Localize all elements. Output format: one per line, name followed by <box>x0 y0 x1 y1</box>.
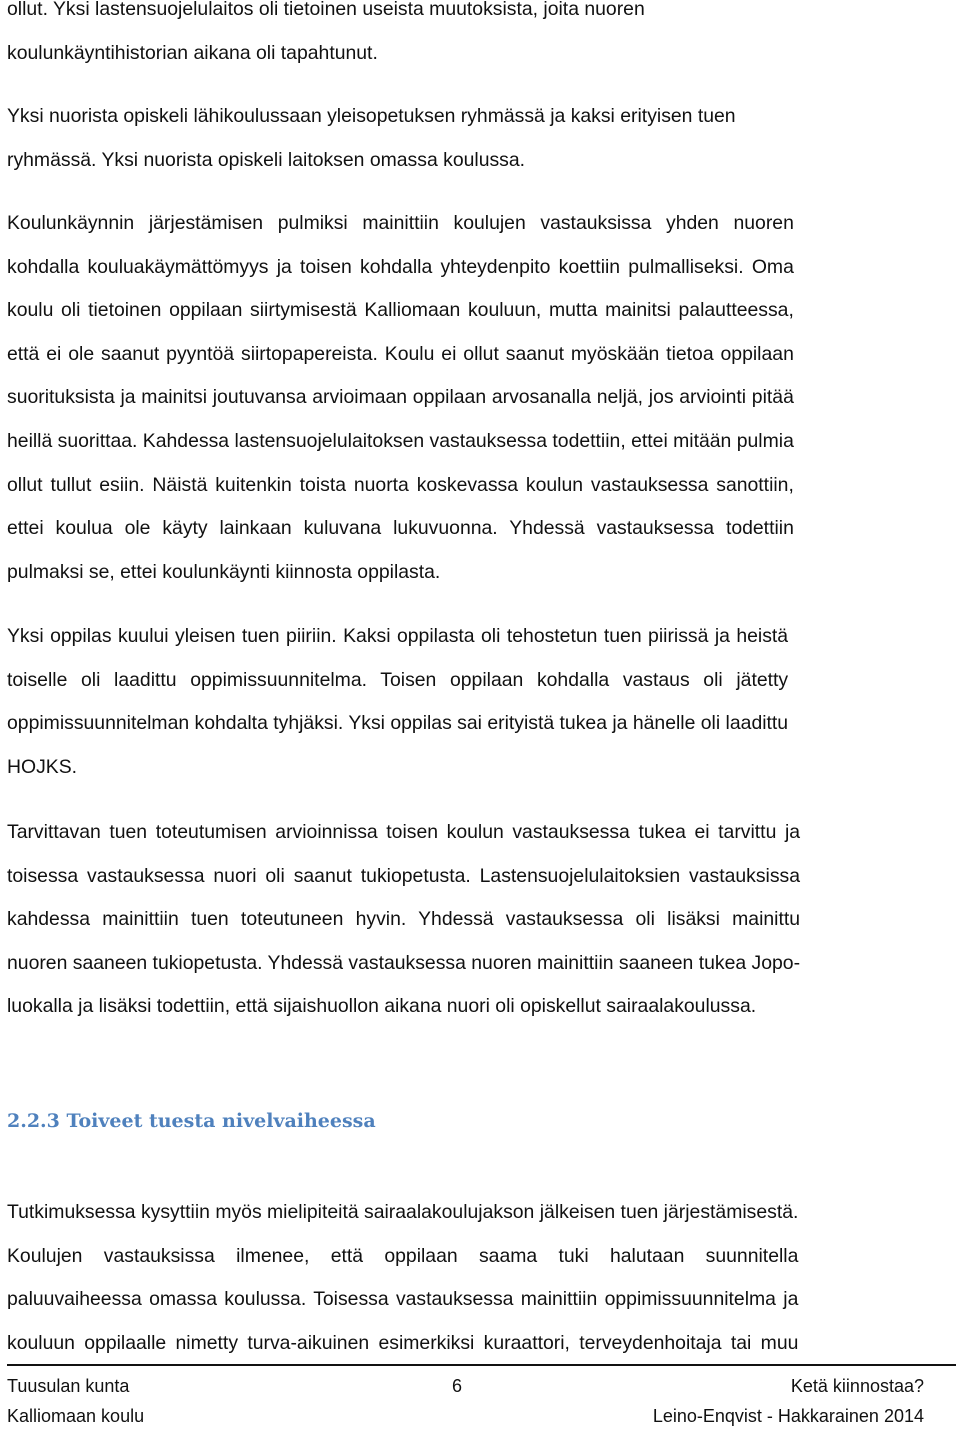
footer-report-title: Ketä kiinnostaa? <box>790 1376 924 1396</box>
text-line: Koulujen vastauksissa ilmenee, että oppilaan saama tuki halutaan suunnitella <box>7 1244 799 1267</box>
paragraph-study-placement <box>7 95 736 182</box>
footer-municipality: Tuusulan kunta <box>7 1376 130 1396</box>
paragraph-school-history <box>7 0 645 75</box>
text-line: HOJKS. <box>7 755 78 778</box>
text-line: ollut tullut esiin. Näistä kuitenkin toista nuorta koskevassa koulun vastauksessa sanottiin, <box>7 473 794 496</box>
paragraph-support-levels <box>7 615 788 789</box>
text-line: Tutkimuksessa kysyttiin myös mielipiteitä sairaalakoulujakson jälkeisen tuen järjestämisestä. <box>7 1201 799 1223</box>
text-line: suorituksista ja mainitsi joutuvansa arvioimaan oppilaan arvosanalla neljä, jos arviointi pitää <box>7 386 794 409</box>
text-line: että ei ole saanut pyyntöä siirtopapereista. Koulu ei ollut saanut myöskään tietoa oppilaan <box>7 342 794 365</box>
text-line: nuoren saaneen tukiopetusta. Yhdessä vastauksessa nuoren mainittiin saaneen tukea Jopo- <box>7 951 801 974</box>
section-heading: 2.2.3 Toiveet tuesta nivelvaiheessa <box>7 1110 376 1132</box>
text-line: toisessa vastauksessa nuori oli saanut tukiopetusta. Lastensuojelulaitoksien vastauksissa <box>7 864 801 887</box>
text-line: toiselle oli laadittu oppimissuunnitelma. Toisen oppilaan kohdalla vastaus oli jätetty <box>7 668 789 691</box>
page-number: 6 <box>452 1376 463 1396</box>
text-line: Yksi oppilas kuului yleisen tuen piiriin. Kaksi oppilasta oli tehostetun tuen piirissä ja heistä <box>7 625 789 647</box>
footer-school: Kalliomaan koulu <box>7 1406 145 1426</box>
footer-authors: Leino-Enqvist - Hakkarainen 2014 <box>652 1406 924 1426</box>
text-line: Tarvittavan tuen toteutumisen arvioinnissa toisen koulun vastauksessa tukea ei tarvittu ja <box>7 821 801 843</box>
text-line: kouluun oppilaalle nimetty turva-aikuinen esimerkiksi kuraattori, terveydenhoitaja tai muu <box>7 1331 799 1354</box>
paragraph-school-attendance-problems <box>7 202 794 594</box>
paragraph-support-realization <box>7 811 800 1029</box>
text-line: oppimissuunnitelman kohdalta tyhjäksi. Yksi oppilas sai erityistä tukea ja hänelle oli laadittu <box>7 712 789 735</box>
text-line: luokalla ja lisäksi todettiin, että sijaishuollon aikana nuori oli opiskellut sairaalakoulussa. <box>7 995 757 1018</box>
text-line: Koulunkäynnin järjestämisen pulmiksi mainittiin koulujen vastauksissa yhden nuoren <box>7 212 794 234</box>
text-line: koulunkäyntihistorian aikana oli tapahtunut. <box>7 41 378 64</box>
text-line: ettei koulua ole käyty lainkaan kuluvana lukuvuonna. Yhdessä vastauksessa todettiin <box>7 517 794 540</box>
text-line: koulu oli tietoinen oppilaan siirtymisestä Kalliomaan kouluun, mutta mainitsi palautteessa, <box>7 299 794 322</box>
text-line: ollut. Yksi lastensuojelulaitos oli tietoinen useista muutoksista, joita nuoren <box>7 0 645 20</box>
paragraph-transition-wishes <box>7 1191 798 1365</box>
text-line: ryhmässä. Yksi nuorista opiskeli laitoksen omassa koulussa. <box>7 148 526 171</box>
text-line: kahdessa mainittiin tuen toteutuneen hyvin. Yhdessä vastauksessa oli lisäksi mainittu <box>7 908 801 931</box>
text-line: kohdalla kouluakäymättömyys ja toisen kohdalla yhteydenpito koettiin pulmalliseksi. Oma <box>7 255 794 278</box>
footer-divider <box>7 1364 956 1366</box>
text-line: pulmaksi se, ettei koulunkäynti kiinnosta oppilasta. <box>7 560 441 583</box>
text-line: heillä suorittaa. Kahdessa lastensuojelulaitoksen vastauksessa todettiin, ettei mitään pulmia <box>7 429 794 452</box>
text-line: paluuvaiheessa omassa koulussa. Toisessa vastauksessa mainittiin oppimissuunnitelma ja <box>7 1288 799 1311</box>
text-line: Yksi nuorista opiskeli lähikoulussaan yleisopetuksen ryhmässä ja kaksi erityisen tuen <box>7 105 736 127</box>
